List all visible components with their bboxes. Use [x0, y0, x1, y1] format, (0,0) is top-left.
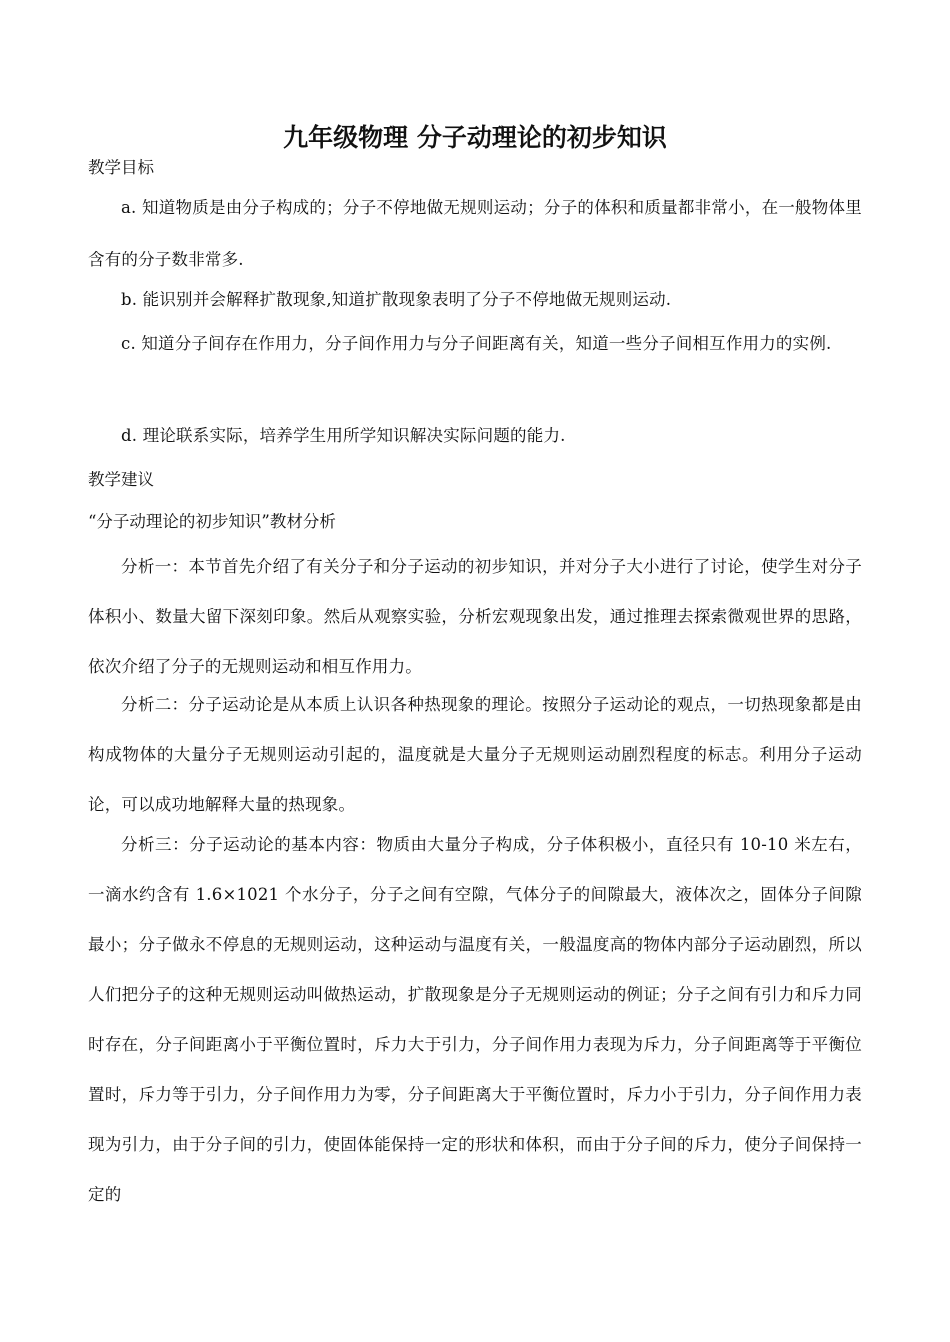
page-title: 九年级物理 分子动理论的初步知识 [283, 123, 667, 152]
analysis-paragraph-1: 分析一：本节首先介绍了有关分子和分子运动的初步知识，并对分子大小进行了讨论，使学生对分子体积小、数量大留下深刻印象。然后从观察实验，分析宏观现象出发，通过推理去探索微观世界的思路，依次介绍了分子的无规则运动和相互作用力。 [88, 557, 862, 676]
section-heading-suggestions: 教学建议 [88, 470, 154, 489]
objective-b: b. 能识别并会解释扩散现象,知道扩散现象表明了分子不停地做无规则运动. [121, 290, 672, 309]
analysis-heading: “分子动理论的初步知识”教材分析 [88, 512, 336, 531]
analysis-paragraph-2: 分析二：分子运动论是从本质上认识各种热现象的理论。按照分子运动论的观点，一切热现象都是由构成物体的大量分子无规则运动引起的，温度就是大量分子无规则运动剧烈程度的标志。利用分子运动论，可以成功地解释大量的热现象。 [88, 695, 862, 814]
objective-a: a. 知道物质是由分子构成的；分子不停地做无规则运动；分子的体积和质量都非常小，在一般物体里含有的分子数非常多. [88, 198, 862, 269]
objective-c: c. 知道分子间存在作用力，分子间作用力与分子间距离有关，知道一些分子间相互作用力的实例. [121, 334, 832, 353]
objective-d: d. 理论联系实际，培养学生用所学知识解决实际问题的能力. [121, 426, 566, 445]
analysis-paragraph-3: 分析三：分子运动论的基本内容：物质由大量分子构成，分子体积极小，直径只有 10-10 米左右，一滴水约含有 1.6×1021 个水分子，分子之间有空隙，气体分子的间隙最大，液体次之，固体分子间隙最小；分子做永不停息的无规则运动，这种运动与温度有关，一般温度高的物体内部分子运动剧烈，所以人们把分子的这种无规则运动叫做热运动，扩散现象是分子无规则运动的例证；分子之间有引力和斥力同时存在，分子间距离小于平衡位置时，斥力大于引力，分子间作用力表现为斥力，分子间距离等于平衡位置时，斥力等于引力，分子间作用力为零，分子间距离大于平衡位置时，斥力小于引力，分子间作用力表现为引力，由于分子间的引力，使固体能保持一定的形状和体积，而由于分子间的斥力，使分子间保持一定的 [88, 835, 862, 1204]
section-heading-objectives: 教学目标 [88, 158, 154, 177]
